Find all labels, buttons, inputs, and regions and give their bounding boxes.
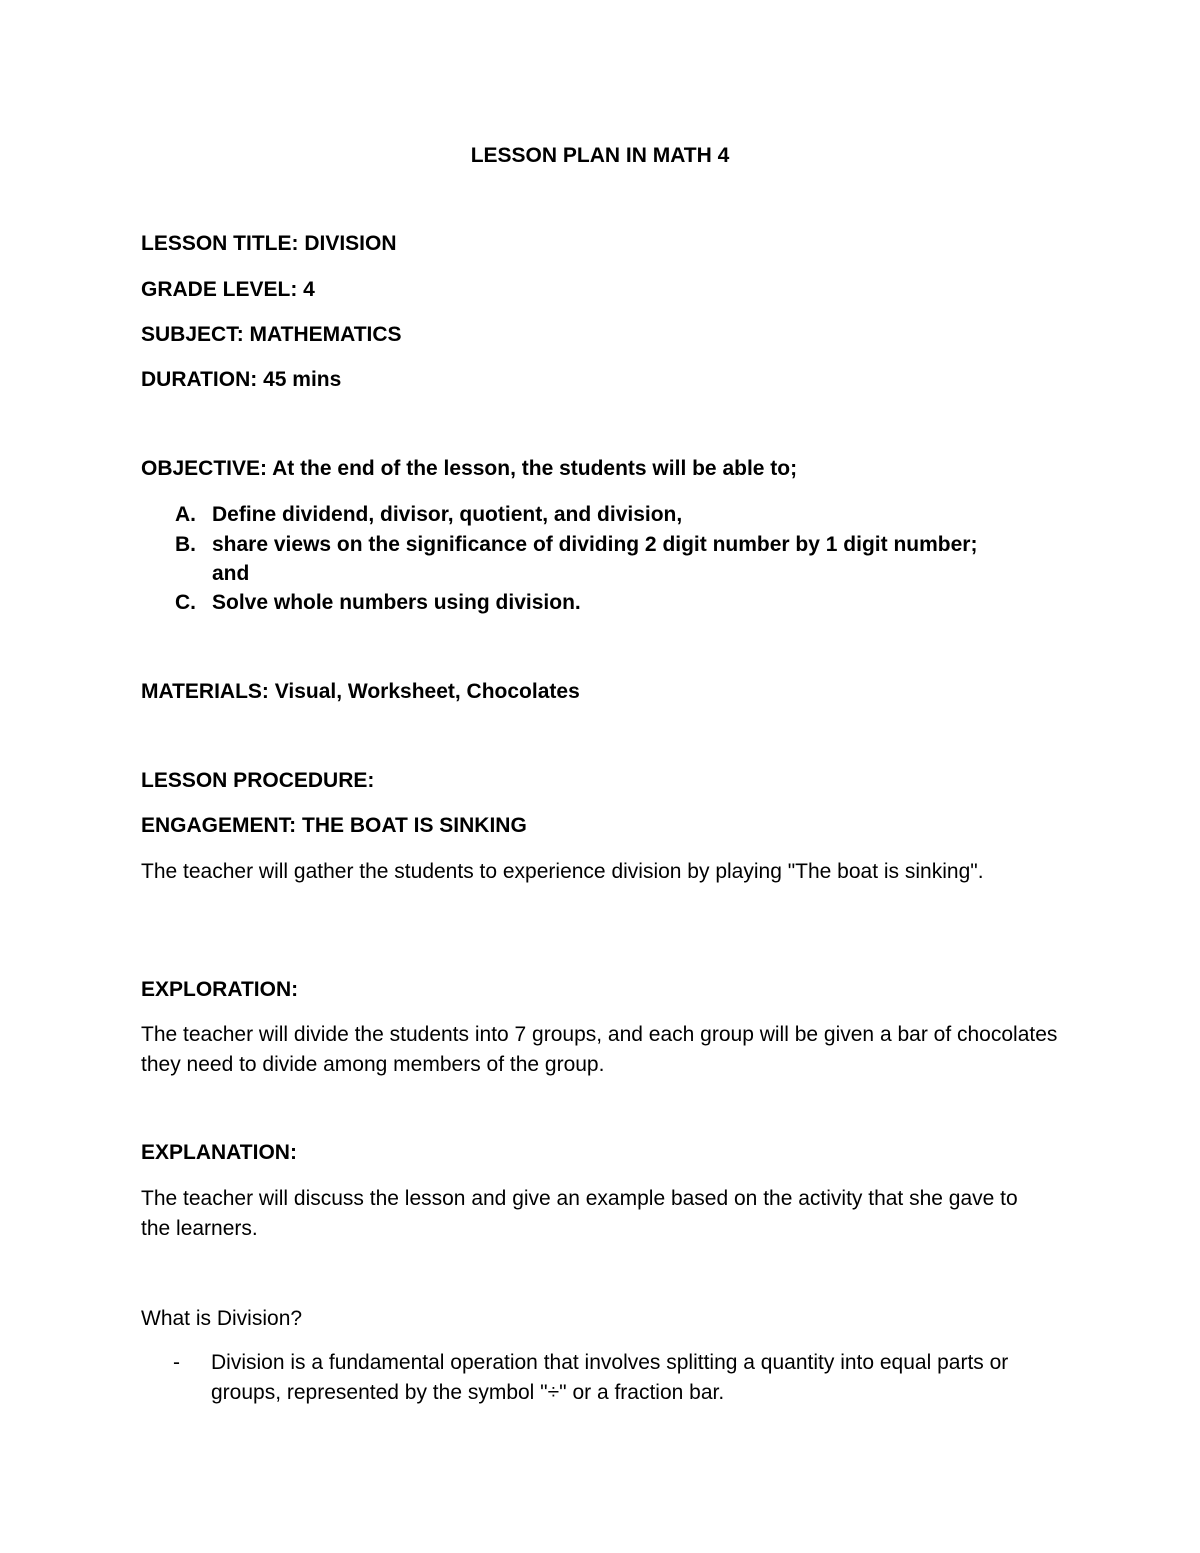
definition-text: Division is a fundamental operation that involves splitting a quantity into equal parts or groups, represented by the symbol "÷" or a fraction bar. [211,1351,1009,1404]
explanation-heading: EXPLANATION: [141,1141,297,1164]
subject: SUBJECT: MATHEMATICS [141,323,402,346]
exploration-text: The teacher will divide the students into 7 groups, and each group will be given a bar of chocolates they need to divide among members of the group. [141,1023,1058,1076]
document-title: LESSON PLAN IN MATH 4 [470,144,730,167]
dash-marker: - [173,1351,180,1374]
list-marker: B. [175,533,196,556]
list-marker: A. [175,503,196,526]
objective-item-text: share views on the significance of dividing 2 digit number by 1 digit number; and [212,533,978,585]
objective-item-text: Solve whole numbers using division. [212,591,581,614]
grade-level: GRADE LEVEL: 4 [141,278,315,301]
objective-heading: OBJECTIVE: At the end of the lesson, the students will be able to; [141,457,798,480]
list-marker: C. [175,591,196,614]
definition-item [173,1348,1053,1408]
procedure-heading: LESSON PROCEDURE: [141,769,375,792]
materials: MATERIALS: Visual, Worksheet, Chocolates [141,680,580,703]
objective-item [175,530,1035,588]
engagement-text: The teacher will gather the students to experience division by playing "The boat is sinking". [141,860,984,883]
objective-item [175,500,1035,529]
exploration-heading: EXPLORATION: [141,978,299,1001]
explanation-text: The teacher will discuss the lesson and give an example based on the activity that she gave to the learners. [141,1187,1018,1240]
division-question: What is Division? [141,1307,303,1330]
objective-item [175,588,1035,617]
duration: DURATION: 45 mins [141,368,342,391]
engagement-heading: ENGAGEMENT: THE BOAT IS SINKING [141,814,527,837]
objective-item-text: Define dividend, divisor, quotient, and division, [212,503,683,526]
lesson-title: LESSON TITLE: DIVISION [141,232,397,255]
